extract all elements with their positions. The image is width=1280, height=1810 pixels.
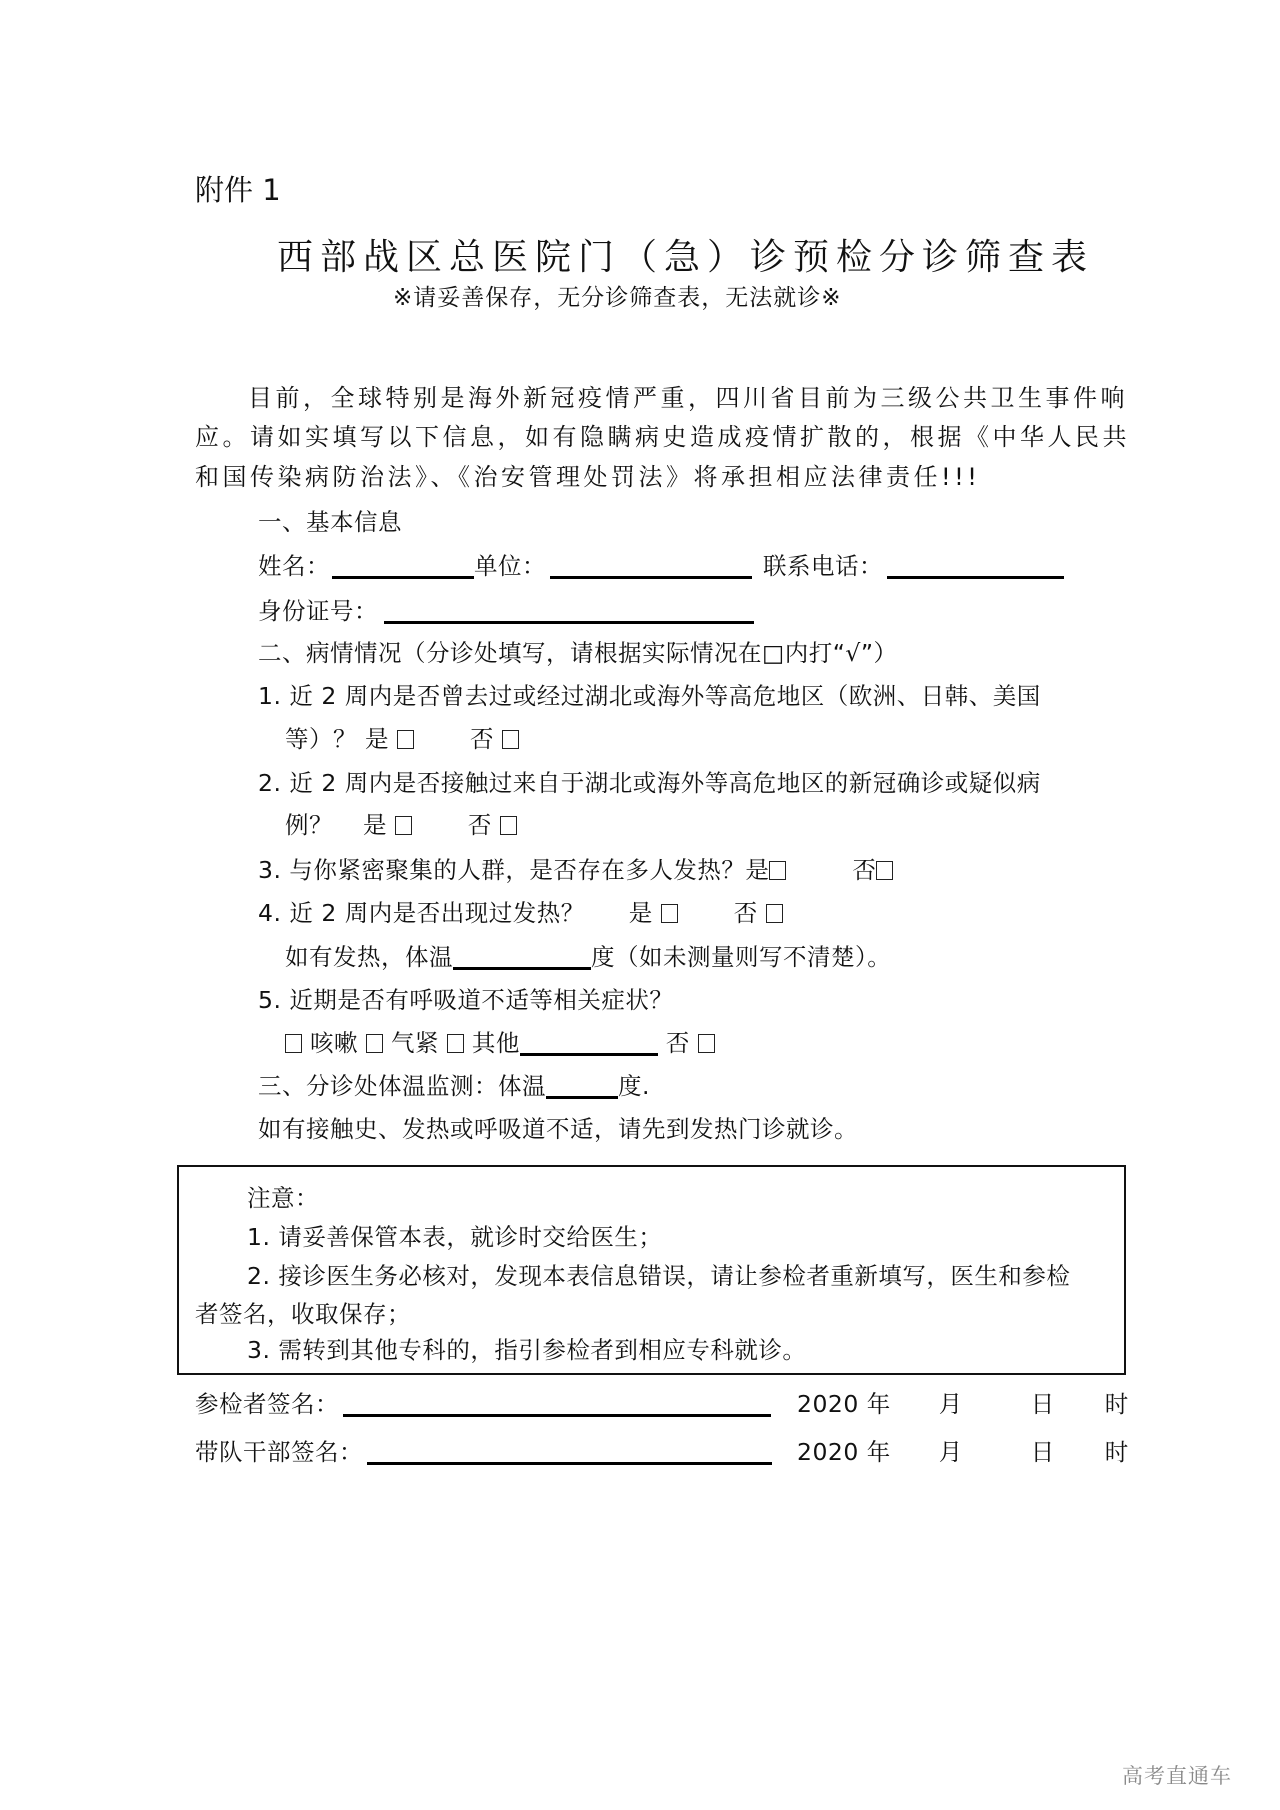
section-condition-heading: 二、病情情况（分诊处填写，请根据实际情况在□内打“√”） xyxy=(258,639,898,667)
triage-temperature-field[interactable] xyxy=(546,1076,618,1099)
name-field[interactable] xyxy=(332,556,474,579)
question-1-line-1: 1. 近 2 周内是否曾去过或经过湖北或海外等高危地区（欧洲、日韩、美国 xyxy=(258,682,1041,710)
annex-label: 附件 1 xyxy=(195,173,281,207)
q3-no-label: 否 xyxy=(852,856,877,884)
q4-temperature-field[interactable] xyxy=(453,947,591,970)
watermark: 高考直通车 xyxy=(1122,1764,1232,1788)
basic-info-row-2 xyxy=(258,597,754,625)
question-2-line-1: 2. 近 2 周内是否接触过来自于湖北或海外等高危地区的新冠确诊或疑似病 xyxy=(258,769,1041,797)
q4-temp-suffix: 度（如未测量则写不清楚）。 xyxy=(591,943,892,971)
notes-item-2-line-1: 2. 接诊医生务必核对，发现本表信息错误，请让参检者重新填写，医生和参检 xyxy=(247,1262,1071,1290)
examinee-signature-row xyxy=(195,1390,771,1418)
examinee-date-row xyxy=(797,1390,1129,1418)
intro-line-1: 目前，全球特别是海外新冠疫情严重，四川省目前为三级公共卫生事件响 xyxy=(248,384,1128,412)
question-4 xyxy=(258,899,783,927)
question-3-text: 3. 与你紧密聚集的人群，是否存在多人发热？ xyxy=(258,856,746,884)
examinee-signature-label: 参检者签名： xyxy=(195,1390,339,1418)
intro-line-2: 应。请如实填写以下信息，如有隐瞒病史造成疫情扩散的，根据《中华人民共 xyxy=(195,423,1130,451)
q2-yes-checkbox[interactable] xyxy=(395,816,412,835)
question-2-tail: 例？ xyxy=(285,811,333,839)
leader-signature-label: 带队干部签名： xyxy=(195,1438,363,1466)
intro-line-3: 和国传染病防治法》、《治安管理处罚法》将承担相应法律责任!!! xyxy=(195,463,981,491)
leader-signature-row xyxy=(195,1438,772,1466)
notes-item-1: 1. 请妥善保管本表，就诊时交给医生； xyxy=(247,1223,663,1251)
question-1-tail: 等）？ xyxy=(285,725,357,753)
question-4-temperature xyxy=(285,943,892,971)
q2-yes-label: 是 xyxy=(362,811,387,839)
examinee-day-unit: 日 xyxy=(1030,1390,1055,1418)
q4-yes-checkbox[interactable] xyxy=(661,904,678,923)
q5-breath-checkbox[interactable] xyxy=(366,1034,383,1053)
examinee-month-unit: 月 xyxy=(938,1390,963,1418)
id-label: 身份证号： xyxy=(258,597,378,625)
examinee-year: 2020 xyxy=(797,1390,859,1418)
q4-yes-label: 是 xyxy=(628,899,653,927)
q4-temp-prefix: 如有发热，体温 xyxy=(285,943,453,971)
q5-no-checkbox[interactable] xyxy=(698,1034,715,1053)
leader-month-unit: 月 xyxy=(938,1438,963,1466)
q2-no-label: 否 xyxy=(467,811,492,839)
notes-item-2-line-2: 者签名，收取保存； xyxy=(195,1300,411,1328)
question-2-line-2 xyxy=(285,811,517,839)
name-label: 姓名： xyxy=(258,552,330,580)
q3-no-checkbox[interactable] xyxy=(876,861,893,880)
question-3 xyxy=(258,856,893,884)
fever-clinic-advice: 如有接触史、发热或呼吸道不适，请先到发热门诊就诊。 xyxy=(258,1115,858,1143)
triage-temp-prefix: 三、分诊处体温监测：体温 xyxy=(258,1072,546,1100)
phone-field[interactable] xyxy=(887,556,1064,579)
q5-breath-label: 气紧 xyxy=(390,1029,439,1057)
question-5-options xyxy=(285,1029,715,1057)
question-4-text: 4. 近 2 周内是否出现过发热？ xyxy=(258,899,585,927)
q5-other-field[interactable] xyxy=(520,1033,658,1056)
q3-yes-checkbox[interactable] xyxy=(769,861,786,880)
leader-year: 2020 xyxy=(797,1438,859,1466)
q5-cough-label: 咳嗽 xyxy=(309,1029,358,1057)
q5-no-label: 否 xyxy=(665,1029,690,1057)
notes-item-3: 3. 需转到其他专科的，指引参检者到相应专科就诊。 xyxy=(247,1336,807,1364)
examinee-hour-unit: 时 xyxy=(1104,1390,1129,1418)
examinee-year-unit: 年 xyxy=(866,1390,891,1418)
question-5: 5. 近期是否有呼吸道不适等相关症状？ xyxy=(258,986,674,1014)
q5-other-checkbox[interactable] xyxy=(447,1034,464,1053)
q5-other-label: 其他 xyxy=(471,1029,520,1057)
q1-yes-label: 是 xyxy=(364,725,389,753)
leader-signature-field[interactable] xyxy=(367,1442,772,1465)
q3-yes-label: 是 xyxy=(745,856,770,884)
leader-date-row xyxy=(797,1438,1129,1466)
leader-day-unit: 日 xyxy=(1030,1438,1055,1466)
examinee-signature-field[interactable] xyxy=(343,1394,771,1417)
q5-cough-checkbox[interactable] xyxy=(285,1034,302,1053)
leader-hour-unit: 时 xyxy=(1104,1438,1129,1466)
unit-field[interactable] xyxy=(550,556,752,579)
q4-no-label: 否 xyxy=(733,899,758,927)
q2-no-checkbox[interactable] xyxy=(500,816,517,835)
form-title: 西部战区总医院门（急）诊预检分诊筛查表 xyxy=(277,237,1095,278)
triage-temp-suffix: 度. xyxy=(618,1072,650,1100)
section-triage-temperature xyxy=(258,1072,650,1100)
q4-no-checkbox[interactable] xyxy=(766,904,783,923)
unit-label: 单位： xyxy=(474,552,546,580)
q1-no-checkbox[interactable] xyxy=(502,730,519,749)
q1-no-label: 否 xyxy=(469,725,494,753)
phone-label: 联系电话： xyxy=(763,552,883,580)
form-subtitle: ※请妥善保存，无分诊筛查表，无法就诊※ xyxy=(393,285,842,311)
id-field[interactable] xyxy=(384,601,754,624)
section-basic-info-heading: 一、基本信息 xyxy=(258,508,402,536)
leader-year-unit: 年 xyxy=(866,1438,891,1466)
question-1-line-2 xyxy=(285,725,519,753)
notes-title: 注意： xyxy=(247,1184,319,1212)
basic-info-row-1 xyxy=(258,552,1064,580)
q1-yes-checkbox[interactable] xyxy=(397,730,414,749)
